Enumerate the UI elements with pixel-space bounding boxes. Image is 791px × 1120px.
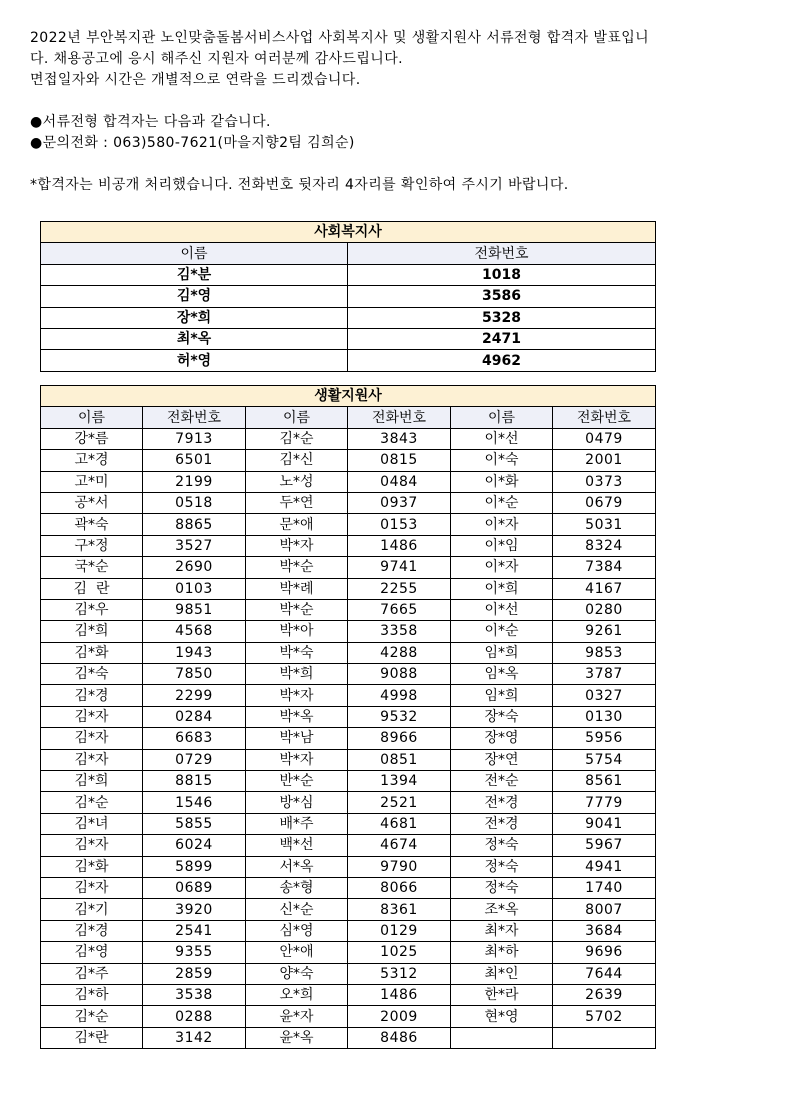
table-row (41, 792, 656, 813)
applicant-name: 김*신 (246, 450, 348, 471)
applicant-name: 최*자 (451, 920, 553, 941)
applicant-name: 임*옥 (451, 664, 553, 685)
phone-last4: 7913 (143, 428, 246, 449)
phone-last4: 4941 (553, 856, 656, 877)
applicant-name: 전*순 (451, 771, 553, 792)
phone-last4: 0130 (553, 706, 656, 727)
social-worker-title: 사회복지사 (41, 222, 656, 243)
phone-last4: 2199 (143, 471, 246, 492)
phone-last4: 4167 (553, 578, 656, 599)
phone-last4: 9851 (143, 599, 246, 620)
applicant-name: 신*순 (246, 899, 348, 920)
table-row (41, 450, 656, 471)
phone-last4: 0373 (553, 471, 656, 492)
applicant-name: 김*순 (246, 428, 348, 449)
phone-last4: 8561 (553, 771, 656, 792)
applicant-name: 허*영 (41, 350, 348, 371)
table-row (41, 642, 656, 663)
applicant-name: 김*희 (41, 621, 143, 642)
col-header-name: 이름 (41, 407, 143, 428)
table-row (41, 557, 656, 578)
applicant-name: 최*인 (451, 963, 553, 984)
phone-last4: 2255 (348, 578, 451, 599)
applicant-name: 임*희 (451, 642, 553, 663)
applicant-name: 김*자 (41, 835, 143, 856)
phone-last4: 2001 (553, 450, 656, 471)
announcement-text (30, 28, 786, 196)
phone-last4: 3920 (143, 899, 246, 920)
phone-last4: 3538 (143, 984, 246, 1005)
phone-last4: 8066 (348, 877, 451, 898)
phone-last4: 8361 (348, 899, 451, 920)
table-row (41, 1027, 656, 1048)
table-row (41, 920, 656, 941)
col-header-name: 이름 (246, 407, 348, 428)
phone-last4: 9532 (348, 706, 451, 727)
applicant-name: 조*옥 (451, 899, 553, 920)
applicant-name: 김*자 (41, 728, 143, 749)
col-header-name: 이름 (451, 407, 553, 428)
phone-last4: 2009 (348, 1006, 451, 1027)
applicant-name: 김*자 (41, 749, 143, 770)
phone-last4: 7384 (553, 557, 656, 578)
applicant-name: 김*순 (41, 1006, 143, 1027)
applicant-name: 김*화 (41, 856, 143, 877)
phone-last4: 2521 (348, 792, 451, 813)
applicant-name: 안*애 (246, 942, 348, 963)
intro-note: *합격자는 비공개 처리했습니다. 전화번호 뒷자리 4자리를 확인하여 주시기 바랍니다. (30, 177, 569, 193)
applicant-name: 김*란 (41, 1027, 143, 1048)
applicant-name: 김*희 (41, 771, 143, 792)
phone-last4: 0689 (143, 877, 246, 898)
phone-last4: 4998 (348, 685, 451, 706)
applicant-name: 전*경 (451, 792, 553, 813)
table-row (41, 307, 656, 328)
phone-last4: 6683 (143, 728, 246, 749)
applicant-name: 박*순 (246, 599, 348, 620)
phone-last4: 5967 (553, 835, 656, 856)
applicant-name: 정*숙 (451, 835, 553, 856)
table-row (41, 835, 656, 856)
phone-last4: 0937 (348, 492, 451, 513)
table-row (41, 856, 656, 877)
applicant-name: 김*녀 (41, 813, 143, 834)
applicant-name: 문*애 (246, 514, 348, 535)
applicant-name: 김*숙 (41, 664, 143, 685)
applicant-name: 현*영 (451, 1006, 553, 1027)
applicant-name: 장*숙 (451, 706, 553, 727)
phone-last4: 4674 (348, 835, 451, 856)
col-header-phone: 전화번호 (348, 407, 451, 428)
phone-last4: 4681 (348, 813, 451, 834)
phone-last4: 9790 (348, 856, 451, 877)
phone-last4: 0679 (553, 492, 656, 513)
applicant-name: 국*순 (41, 557, 143, 578)
life-support-table (40, 385, 656, 1049)
applicant-name: 이*화 (451, 471, 553, 492)
phone-last4: 3358 (348, 621, 451, 642)
applicant-name: 김*순 (41, 792, 143, 813)
applicant-name: 김*하 (41, 984, 143, 1005)
table-row (41, 286, 656, 307)
applicant-name: 이*자 (451, 514, 553, 535)
applicant-name: 박*아 (246, 621, 348, 642)
intro-line-1: 2022년 부안복지관 노인맞춤돌봄서비스사업 사회복지사 및 생활지원사 서류전형 합격자 발표입니 (30, 30, 650, 46)
phone-last4: 2541 (143, 920, 246, 941)
table-row (41, 428, 656, 449)
applicant-name: 박*자 (246, 685, 348, 706)
applicant-name: 박*희 (246, 664, 348, 685)
applicant-name: 노*성 (246, 471, 348, 492)
phone-last4: 1546 (143, 792, 246, 813)
table-row (41, 264, 656, 285)
phone-last4: 4568 (143, 621, 246, 642)
phone-last4: 7850 (143, 664, 246, 685)
phone-last4: 0479 (553, 428, 656, 449)
table-row (41, 328, 656, 349)
applicant-name: 이*임 (451, 535, 553, 556)
applicant-name: 김*기 (41, 899, 143, 920)
table-row (41, 621, 656, 642)
applicant-name: 윤*옥 (246, 1027, 348, 1048)
table-row (41, 749, 656, 770)
col-header-phone: 전화번호 (553, 407, 656, 428)
phone-last4: 2639 (553, 984, 656, 1005)
applicant-name: 박*옥 (246, 706, 348, 727)
phone-last4: 0280 (553, 599, 656, 620)
phone-last4: 9041 (553, 813, 656, 834)
intro-line-3: 면접일자와 시간은 개별적으로 연락을 드리겠습니다. (30, 72, 361, 88)
phone-last4: 1025 (348, 942, 451, 963)
phone-last4: 9261 (553, 621, 656, 642)
applicant-name: 김*분 (41, 264, 348, 285)
table-row (41, 664, 656, 685)
applicant-name: 한*라 (451, 984, 553, 1005)
applicant-name: 두*연 (246, 492, 348, 513)
phone-last4: 9696 (553, 942, 656, 963)
applicant-name: 이*선 (451, 428, 553, 449)
phone-last4: 9355 (143, 942, 246, 963)
applicant-name: 배*주 (246, 813, 348, 834)
phone-last4: 2859 (143, 963, 246, 984)
phone-last4: 0729 (143, 749, 246, 770)
applicant-name: 고*경 (41, 450, 143, 471)
applicant-name: 정*숙 (451, 856, 553, 877)
phone-last4: 3142 (143, 1027, 246, 1048)
applicant-name: 고*미 (41, 471, 143, 492)
applicant-name: 장*희 (41, 307, 348, 328)
table-row (41, 706, 656, 727)
life-support-title: 생활지원사 (41, 386, 656, 407)
intro-line-2: 다. 채용공고에 응시 해주신 지원자 여러분께 감사드립니다. (30, 51, 403, 67)
applicant-name: 송*형 (246, 877, 348, 898)
phone-last4: 3843 (348, 428, 451, 449)
phone-last4: 0288 (143, 1006, 246, 1027)
phone-last4: 0851 (348, 749, 451, 770)
phone-last4: 1740 (553, 877, 656, 898)
applicant-name: 전*경 (451, 813, 553, 834)
applicant-name: 김*화 (41, 642, 143, 663)
applicant-name: 최*옥 (41, 328, 348, 349)
applicant-name (451, 1027, 553, 1048)
applicant-name: 곽*숙 (41, 514, 143, 535)
table-row (41, 1006, 656, 1027)
phone-last4: 5031 (553, 514, 656, 535)
phone-last4: 1486 (348, 535, 451, 556)
phone-last4 (553, 1027, 656, 1048)
phone-last4: 0815 (348, 450, 451, 471)
applicant-name: 오*희 (246, 984, 348, 1005)
applicant-name: 백*선 (246, 835, 348, 856)
applicant-name: 김*영 (41, 286, 348, 307)
applicant-name: 김*자 (41, 877, 143, 898)
applicant-name: 정*숙 (451, 877, 553, 898)
phone-last4: 8324 (553, 535, 656, 556)
applicant-name: 심*영 (246, 920, 348, 941)
applicant-name: 김*자 (41, 706, 143, 727)
phone-last4: 8815 (143, 771, 246, 792)
table-row (41, 578, 656, 599)
col-header-phone: 전화번호 (348, 243, 656, 264)
applicant-name: 이*선 (451, 599, 553, 620)
phone-last4: 4962 (348, 350, 656, 371)
phone-last4: 5899 (143, 856, 246, 877)
phone-last4: 0484 (348, 471, 451, 492)
applicant-name: 박*순 (246, 557, 348, 578)
table-row (41, 599, 656, 620)
phone-last4: 7644 (553, 963, 656, 984)
phone-last4: 7779 (553, 792, 656, 813)
applicant-name: 이*순 (451, 621, 553, 642)
phone-last4: 0153 (348, 514, 451, 535)
table-row (41, 771, 656, 792)
phone-last4: 3527 (143, 535, 246, 556)
phone-last4: 0284 (143, 706, 246, 727)
applicant-name: 장*연 (451, 749, 553, 770)
applicant-name: 박*남 (246, 728, 348, 749)
applicant-name: 양*숙 (246, 963, 348, 984)
table-row (41, 899, 656, 920)
phone-last4: 8966 (348, 728, 451, 749)
phone-last4: 0103 (143, 578, 246, 599)
applicant-name: 김*영 (41, 942, 143, 963)
phone-last4: 5702 (553, 1006, 656, 1027)
phone-last4: 8486 (348, 1027, 451, 1048)
phone-last4: 5312 (348, 963, 451, 984)
col-header-phone: 전화번호 (143, 407, 246, 428)
phone-last4: 4288 (348, 642, 451, 663)
applicant-name: 구*정 (41, 535, 143, 556)
table-row (41, 514, 656, 535)
phone-last4: 3787 (553, 664, 656, 685)
table-row (41, 350, 656, 371)
applicant-name: 윤*자 (246, 1006, 348, 1027)
phone-last4: 1018 (348, 264, 656, 285)
phone-last4: 5855 (143, 813, 246, 834)
phone-last4: 0518 (143, 492, 246, 513)
table-row (41, 963, 656, 984)
applicant-name: 이*숙 (451, 450, 553, 471)
applicant-name: 임*희 (451, 685, 553, 706)
applicant-name: 최*하 (451, 942, 553, 963)
phone-last4: 3684 (553, 920, 656, 941)
phone-last4: 1394 (348, 771, 451, 792)
table-row (41, 813, 656, 834)
col-header-name: 이름 (41, 243, 348, 264)
social-worker-table (40, 221, 656, 372)
applicant-name: 이*희 (451, 578, 553, 599)
phone-last4: 5328 (348, 307, 656, 328)
applicant-name: 이*자 (451, 557, 553, 578)
applicant-name: 방*심 (246, 792, 348, 813)
table-row (41, 492, 656, 513)
applicant-name: 박*례 (246, 578, 348, 599)
phone-last4: 1943 (143, 642, 246, 663)
table-row (41, 984, 656, 1005)
applicant-name: 장*영 (451, 728, 553, 749)
applicant-name: 서*옥 (246, 856, 348, 877)
applicant-name: 이*순 (451, 492, 553, 513)
phone-last4: 2471 (348, 328, 656, 349)
applicant-name: 박*숙 (246, 642, 348, 663)
phone-last4: 5956 (553, 728, 656, 749)
intro-bullet-contact: ●문의전화 : 063)580-7621(마을지향2팀 김희순) (30, 135, 355, 151)
phone-last4: 0129 (348, 920, 451, 941)
phone-last4: 9741 (348, 557, 451, 578)
table-row (41, 685, 656, 706)
applicant-name: 김 란 (41, 578, 143, 599)
applicant-name: 강*름 (41, 428, 143, 449)
phone-last4: 2690 (143, 557, 246, 578)
table-row (41, 728, 656, 749)
phone-last4: 9088 (348, 664, 451, 685)
applicant-name: 김*경 (41, 920, 143, 941)
applicant-name: 김*경 (41, 685, 143, 706)
table-row (41, 942, 656, 963)
phone-last4: 8007 (553, 899, 656, 920)
applicant-name: 박*자 (246, 535, 348, 556)
phone-last4: 2299 (143, 685, 246, 706)
phone-last4: 8865 (143, 514, 246, 535)
applicant-name: 박*자 (246, 749, 348, 770)
table-row (41, 535, 656, 556)
phone-last4: 9853 (553, 642, 656, 663)
phone-last4: 3586 (348, 286, 656, 307)
applicant-name: 공*서 (41, 492, 143, 513)
applicant-name: 김*우 (41, 599, 143, 620)
table-row (41, 877, 656, 898)
intro-bullet-passers: ●서류전형 합격자는 다음과 같습니다. (30, 114, 271, 130)
phone-last4: 7665 (348, 599, 451, 620)
table-row (41, 471, 656, 492)
applicant-name: 반*순 (246, 771, 348, 792)
phone-last4: 5754 (553, 749, 656, 770)
phone-last4: 1486 (348, 984, 451, 1005)
phone-last4: 6024 (143, 835, 246, 856)
phone-last4: 0327 (553, 685, 656, 706)
applicant-name: 김*주 (41, 963, 143, 984)
phone-last4: 6501 (143, 450, 246, 471)
